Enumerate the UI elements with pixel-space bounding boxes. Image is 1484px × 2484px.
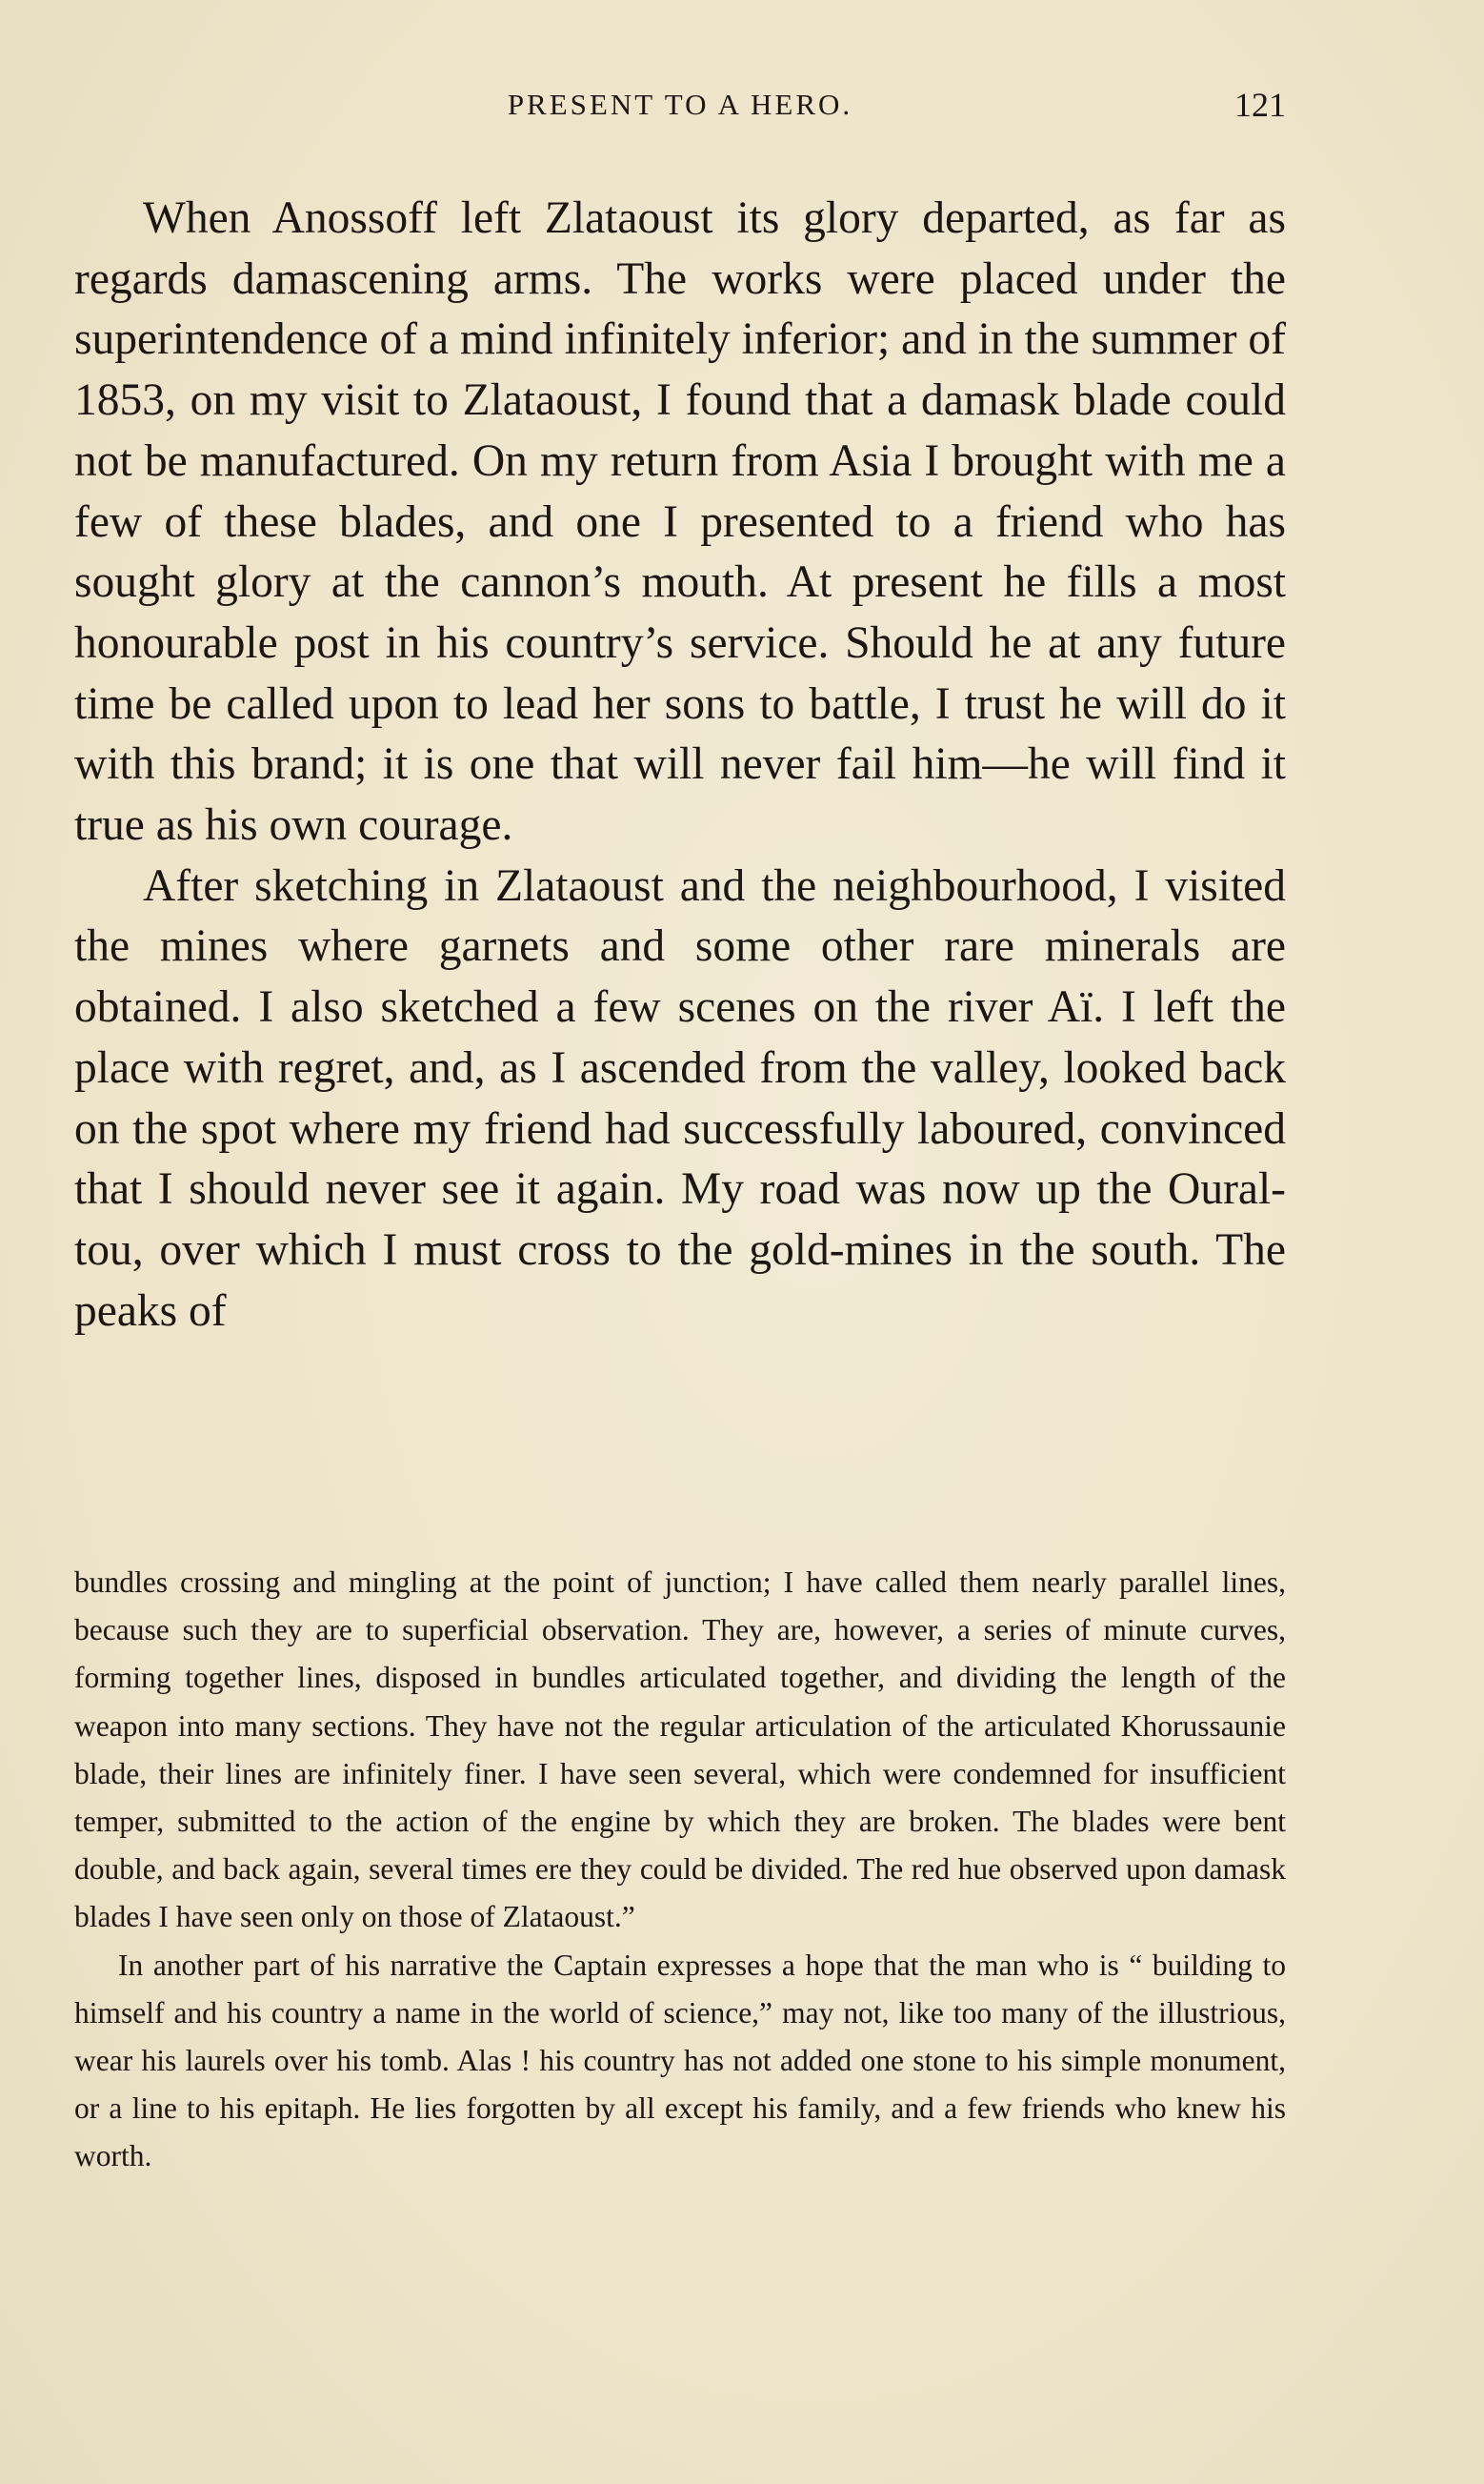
main-paragraph: After sketching in Zlataoust and the neighbourhood, I visited the mines where garnets and some other rare minerals are obtained. I also sketched a few scenes on the river Aï. I left the place with regret, and, as I ascended from the valley, looked back on the spot where my friend had successfully laboured, convinced that I should never see it again. My road was now up the Oural-tou, over which I must cross to the gold-mines in the south. The peaks of	[74, 860, 1286, 1336]
footnote-paragraph: bundles crossing and mingling at the point of junction; I have called them nearly parallel lines, because such they are to superficial observation. They are, however, a series of minute curves, forming together lines, disposed in bundles articulated together, and dividing the length of the weapon into many sections. They have not the regular articulation of the articulated Khorussaunie blade, their lines are infinitely finer. I have seen several, which were condemned for insufficient temper, submitted to the action of the engine by which they are broken. The blades were bent double, and back again, several times ere they could be divided. The red hue observed upon damask blades I have seen only on those of Zlataoust.”	[74, 1565, 1286, 1934]
main-paragraph: When Anossoff left Zlataoust its glory departed, as far as regards damascening arms. The works were placed under the superintendence of a mind infinitely inferior; and in the summer of 1853, on my visit to Zlataoust, I found that a damask blade could not be manufactured. On my return from Asia I brought with me a few of these blades, and one I presented to a friend who has sought glory at the cannon’s mouth. At present he fills a most honourable post in his country’s service. Should he at any future time be called upon to lead her sons to battle, I trust he will do it with this brand; it is one that will never fail him—he will find it true as his own courage.	[74, 193, 1286, 851]
page-number: 121	[1234, 86, 1286, 124]
footnote-paragraph: In another part of his narrative the Captain expresses a hope that the man who is “ building to himself and his country a name in the world of science,” may not, like too many of the illustrious, wear his laurels over his tomb. Alas ! his country has not added one stone to his simple monument, or a line to his epitaph. He lies forgotten by all except his family, and a few friends who knew his worth.	[74, 1948, 1286, 2173]
running-head: PRESENT TO A HERO.	[507, 88, 853, 121]
page-header	[74, 88, 1286, 135]
main-text	[74, 189, 1286, 1342]
footnote-block	[74, 1559, 1286, 2181]
